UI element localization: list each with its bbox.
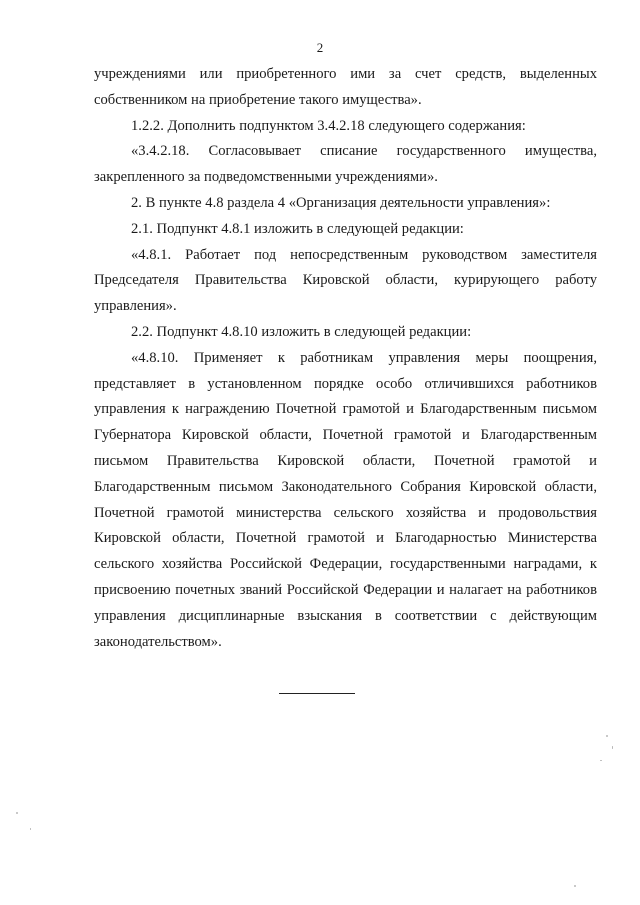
document-body (94, 62, 597, 655)
paragraph: 1.2.2. Дополнить подпунктом 3.4.2.18 следующего содержания: (131, 117, 526, 134)
paragraph: «4.8.1. Работает под непосредственным руководством заместителя Председателя Правительства Кировской области, курирующего работу управления». (94, 246, 597, 315)
scan-speck (16, 812, 18, 814)
paragraph: 2. В пункте 4.8 раздела 4 «Организация деятельности управления»: (131, 194, 551, 211)
page-number: 2 (316, 40, 324, 55)
paragraph: «3.4.2.18. Согласовывает списание государственного имущества, закрепленного за подведомственными учреждениями». (94, 143, 597, 186)
scan-speck (606, 735, 608, 737)
paragraph: 2.1. Подпункт 4.8.1 изложить в следующей редакции: (131, 220, 464, 237)
scan-speck (612, 746, 613, 749)
paragraph: учреждениями или приобретенного ими за счет средств, выделенных собственником на приобретение такого имущества». (94, 66, 597, 108)
paragraph: 2.2. Подпункт 4.8.10 изложить в следующей редакции: (131, 323, 472, 340)
separator-line (279, 693, 355, 694)
scan-speck (600, 760, 602, 761)
scan-speck (574, 885, 576, 887)
paragraph: «4.8.10. Применяет к работникам управления меры поощрения, представляет в установленном порядке особо отличившихся работников управления к награждению Почетной грамотой и Благодарственным письмом Губернатора Кировской области, Почетной грамотой и Благодарственным письмом Правительства Кировской области, Почетной грамотой и Благодарственным письмом Законодательного Собрания Кировской области, Почетной грамотой министерства сельского хозяйства и продовольствия Кировской области, Почетной грамотой и Благодарностью Министерства сельского хозяйства Российской Федерации, государственными наградами, к присвоению почетных званий Российской Федерации и налагает на работников управления дисциплинарные взыскания в соответствии с действующим законодательством». (94, 349, 597, 650)
scan-speck (30, 828, 31, 830)
